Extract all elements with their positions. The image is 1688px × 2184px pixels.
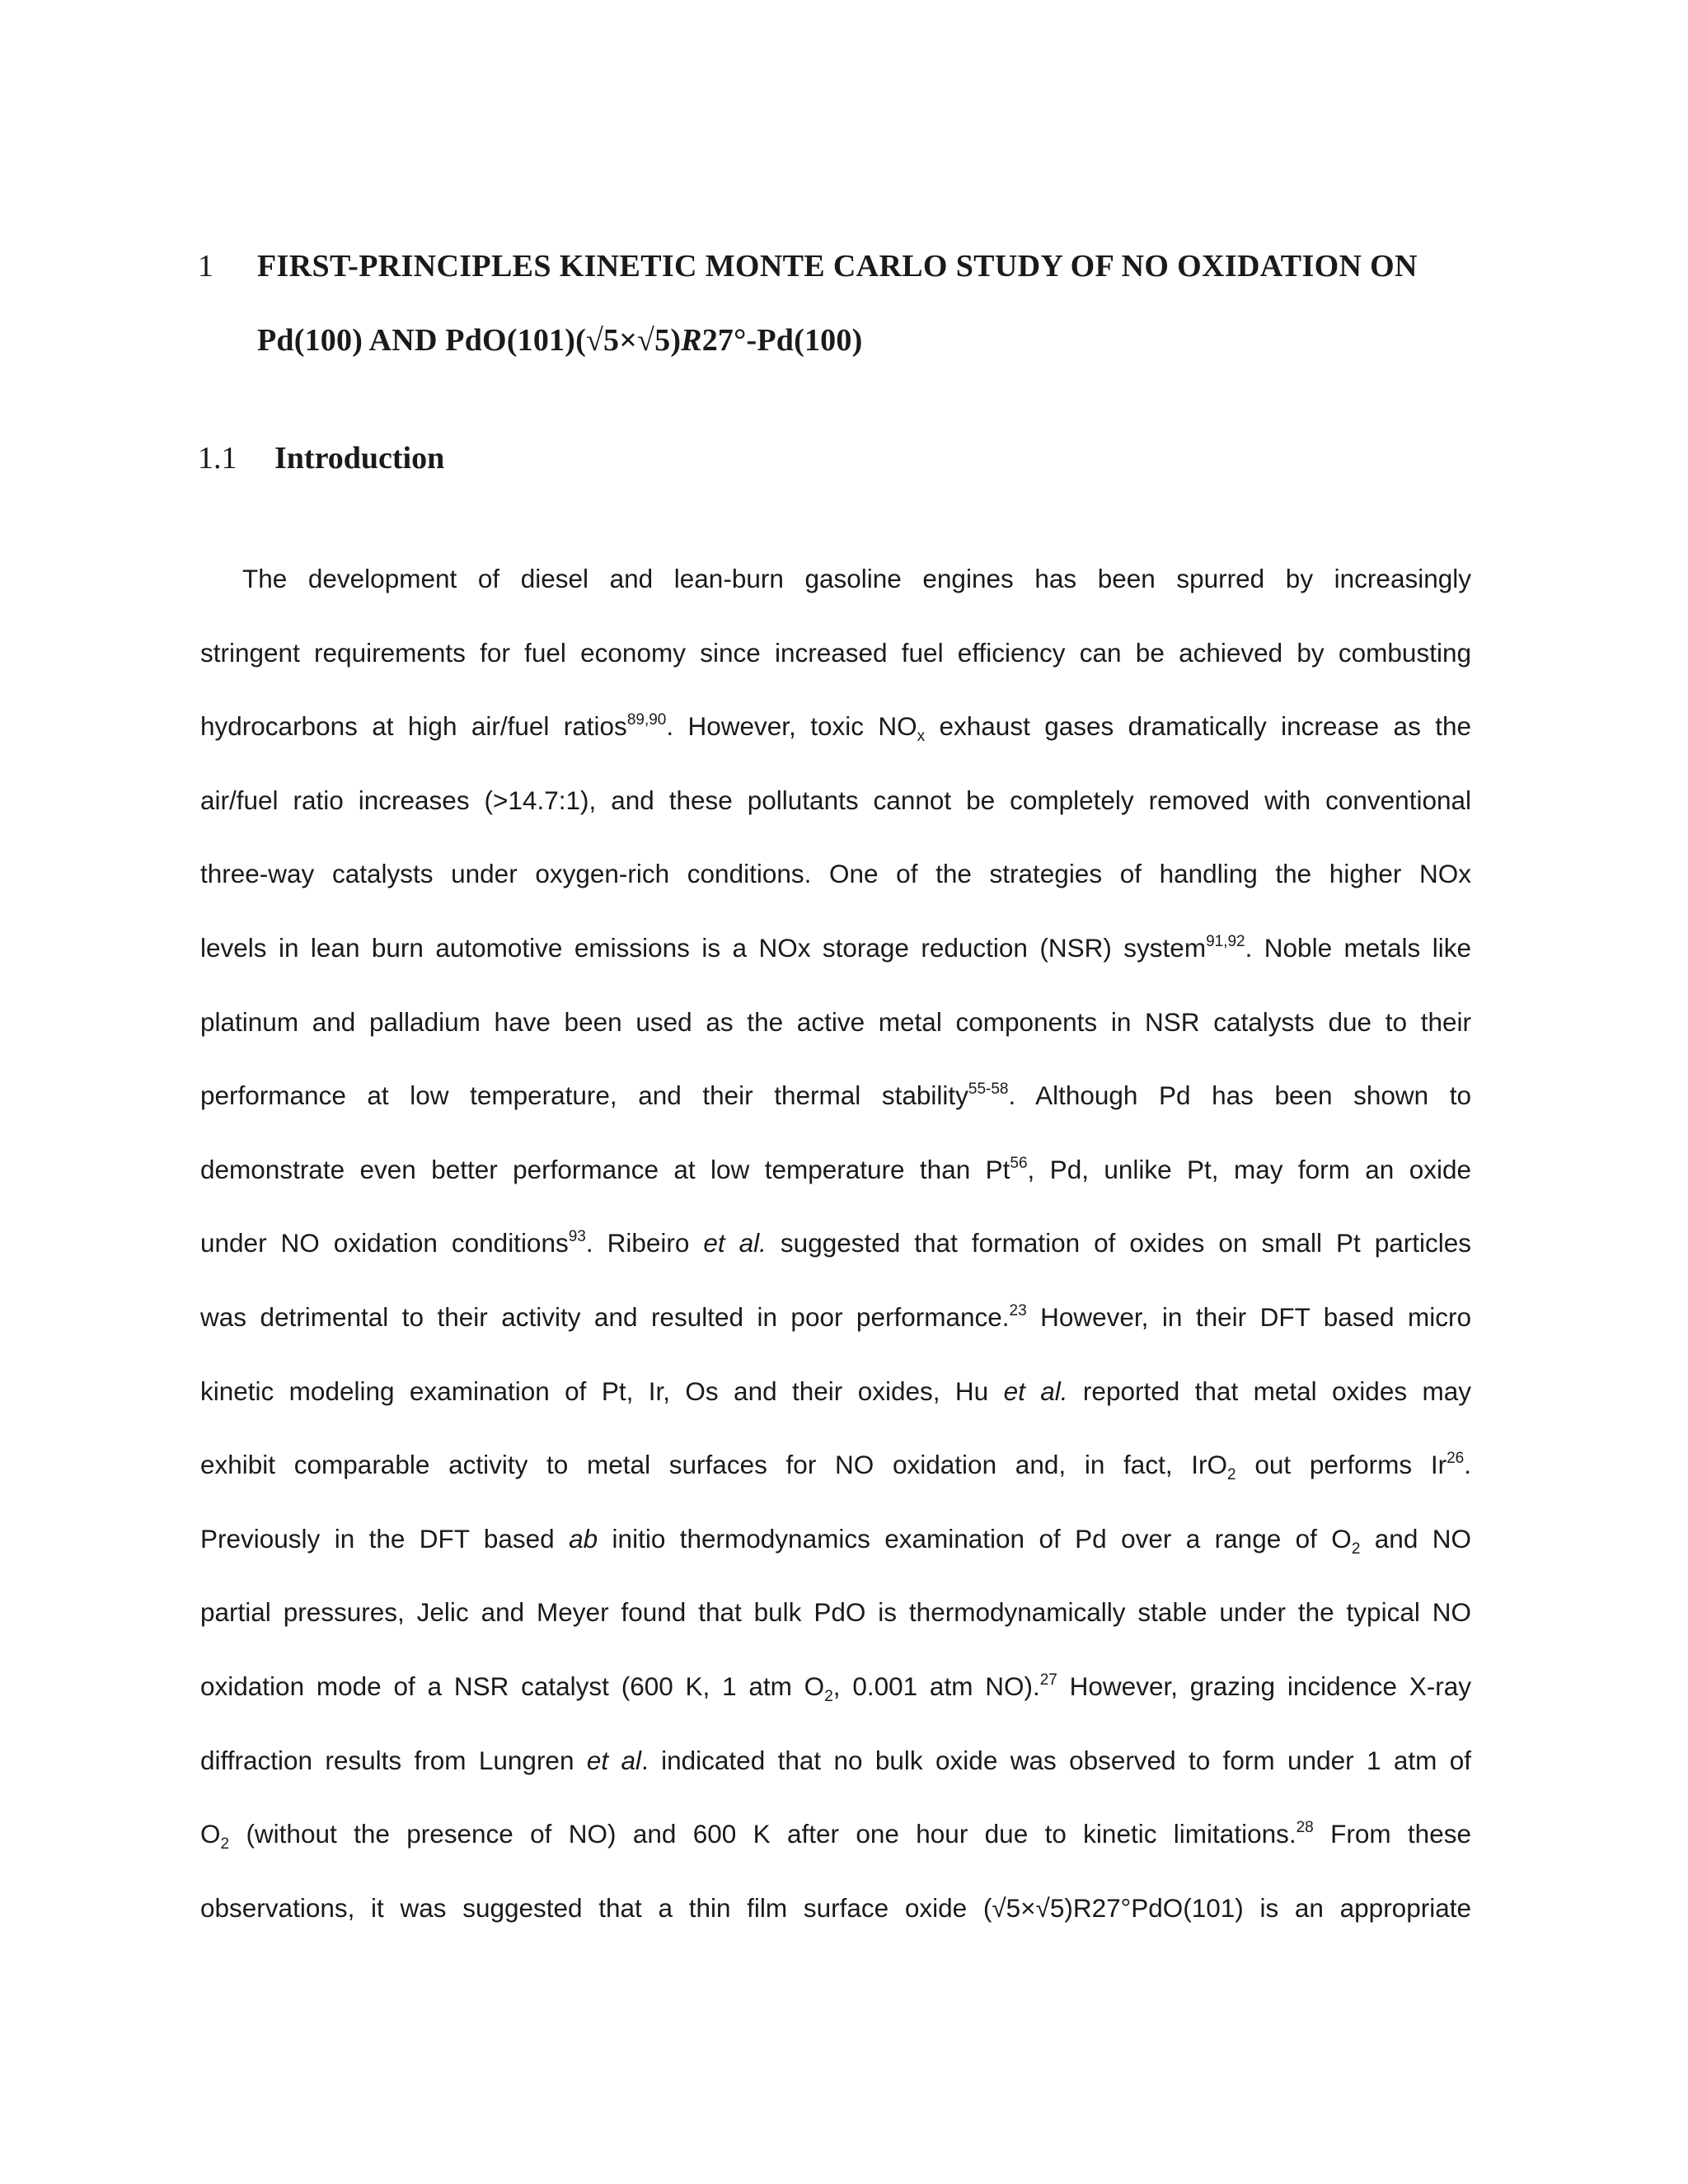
subscript: 2 xyxy=(1351,1540,1361,1558)
body-line xyxy=(200,616,1471,691)
body-paragraph xyxy=(200,542,1471,1945)
body-line xyxy=(200,542,1471,616)
section-heading xyxy=(198,435,444,481)
chapter-number: 1 xyxy=(198,249,213,284)
citation: 91,92 xyxy=(1206,932,1245,950)
text-run: suggested that formation of oxides on small Pt particles xyxy=(766,1228,1471,1258)
body-line xyxy=(200,837,1471,912)
citation: 89,90 xyxy=(626,711,667,729)
text-run: Previously in the DFT based xyxy=(200,1523,570,1554)
text-run: exhaust gases dramatically increase as the xyxy=(925,711,1471,742)
text-run: (without the presence of NO) and 600 K after one hour due to kinetic limitations. xyxy=(229,1819,1296,1849)
text-run: partial pressures, Jelic and Meyer found that bulk PdO is thermodynamically stable under the typical NO xyxy=(200,1597,1471,1628)
text-run: three-way catalysts under oxygen-rich conditions. One of the strategies of handling the higher NOx xyxy=(200,859,1471,889)
text-run: . indicated that no bulk oxide was observed to form under 1 atm of xyxy=(641,1745,1471,1775)
subscript: 2 xyxy=(824,1687,833,1705)
text-run: However, grazing incidence X-ray xyxy=(1057,1671,1471,1701)
citation: 55-58 xyxy=(968,1080,1009,1099)
chapter-title-part: Pd(100) AND PdO(101)(√5×√5) xyxy=(257,323,682,358)
chapter-title-italic: R xyxy=(681,323,702,358)
citation: 26 xyxy=(1447,1450,1465,1468)
text-run: and NO xyxy=(1360,1523,1471,1554)
italic-text: et al xyxy=(586,1745,641,1775)
citation: 28 xyxy=(1296,1819,1314,1837)
text-run: oxidation mode of a NSR catalyst (600 K, 1 atm O xyxy=(200,1671,825,1701)
text-run: air/fuel ratio increases (>14.7:1), and these pollutants cannot be completely removed with conventional xyxy=(200,785,1471,815)
citation: 23 xyxy=(1009,1301,1027,1319)
text-run: performance at low temperature, and their thermal stability xyxy=(200,1080,968,1111)
italic-text: ab xyxy=(569,1523,598,1554)
text-run: The development of diesel and lean-burn gasoline engines has been spurred by increasingly xyxy=(242,564,1471,593)
text-run: reported that metal oxides may xyxy=(1067,1376,1471,1406)
text-run: . Noble metals like xyxy=(1245,932,1471,963)
subscript: x xyxy=(917,728,926,746)
chapter-title-part: 27°-Pd(100) xyxy=(701,323,863,358)
body-line xyxy=(200,1724,1471,1798)
text-run: O xyxy=(200,1819,221,1849)
text-run: under NO oxidation conditions xyxy=(200,1228,569,1258)
section-number: 1.1 xyxy=(198,441,237,476)
text-run: , Pd, unlike Pt, may form an oxide xyxy=(1027,1154,1471,1184)
text-run: stringent requirements for fuel economy since increased fuel efficiency can be achieved by combusting xyxy=(200,637,1471,668)
body-line xyxy=(200,1059,1471,1133)
text-run: From these xyxy=(1313,1819,1471,1849)
text-run: , 0.001 atm NO). xyxy=(832,1671,1040,1701)
text-run: exhibit comparable activity to metal surfaces for NO oxidation and, in fact, IrO xyxy=(200,1450,1228,1480)
chapter-title-line-1: FIRST-PRINCIPLES KINETIC MONTE CARLO STUDY OF NO OXIDATION ON xyxy=(257,249,1418,284)
text-run: diffraction results from Lungren xyxy=(200,1745,587,1775)
italic-text: et al. xyxy=(703,1228,767,1258)
text-run: initio thermodynamics examination of Pd over a range of O xyxy=(598,1523,1352,1554)
body-line xyxy=(200,1502,1471,1577)
body-line xyxy=(200,1650,1471,1724)
text-run: hydrocarbons at high air/fuel ratios xyxy=(200,711,627,742)
text-run: . Although Pd has been shown to xyxy=(1008,1080,1471,1111)
subscript: 2 xyxy=(220,1835,230,1854)
body-line xyxy=(200,1576,1471,1650)
citation: 56 xyxy=(1010,1154,1028,1172)
body-line xyxy=(200,1797,1471,1872)
chapter-title xyxy=(257,229,1493,377)
citation: 93 xyxy=(568,1228,586,1246)
subscript: 2 xyxy=(1227,1466,1236,1484)
italic-text: et al. xyxy=(1003,1376,1068,1406)
body-line xyxy=(200,1133,1471,1207)
text-run: observations, it was suggested that a thin film surface oxide (√5×√5)R27°PdO(101) is an appropriate xyxy=(200,1892,1471,1923)
text-run: was detrimental to their activity and resulted in poor performance. xyxy=(200,1301,1010,1332)
text-run: . xyxy=(1464,1450,1471,1480)
text-run: demonstrate even better performance at low temperature than Pt xyxy=(200,1154,1010,1184)
citation: 27 xyxy=(1039,1671,1057,1689)
text-run: . However, toxic NO xyxy=(666,711,917,742)
text-run: However, in their DFT based micro xyxy=(1026,1301,1471,1332)
body-line xyxy=(200,912,1471,986)
chapter-title-line-2 xyxy=(257,303,1493,377)
text-run: . Ribeiro xyxy=(585,1228,704,1258)
section-title: Introduction xyxy=(274,441,445,476)
body-line xyxy=(200,1207,1471,1281)
text-run: platinum and palladium have been used as the active metal components in NSR catalysts due to their xyxy=(200,1006,1471,1037)
body-line xyxy=(200,986,1471,1060)
body-line xyxy=(200,1281,1471,1355)
body-line xyxy=(200,1872,1471,1946)
body-line xyxy=(200,764,1471,838)
text-run: kinetic modeling examination of Pt, Ir, Os and their oxides, Hu xyxy=(200,1376,1004,1406)
body-line xyxy=(200,690,1471,764)
text-run: out performs Ir xyxy=(1236,1450,1447,1480)
body-line xyxy=(200,1428,1471,1502)
body-line xyxy=(200,1355,1471,1429)
text-run: levels in lean burn automotive emissions is a NOx storage reduction (NSR) system xyxy=(200,932,1207,963)
